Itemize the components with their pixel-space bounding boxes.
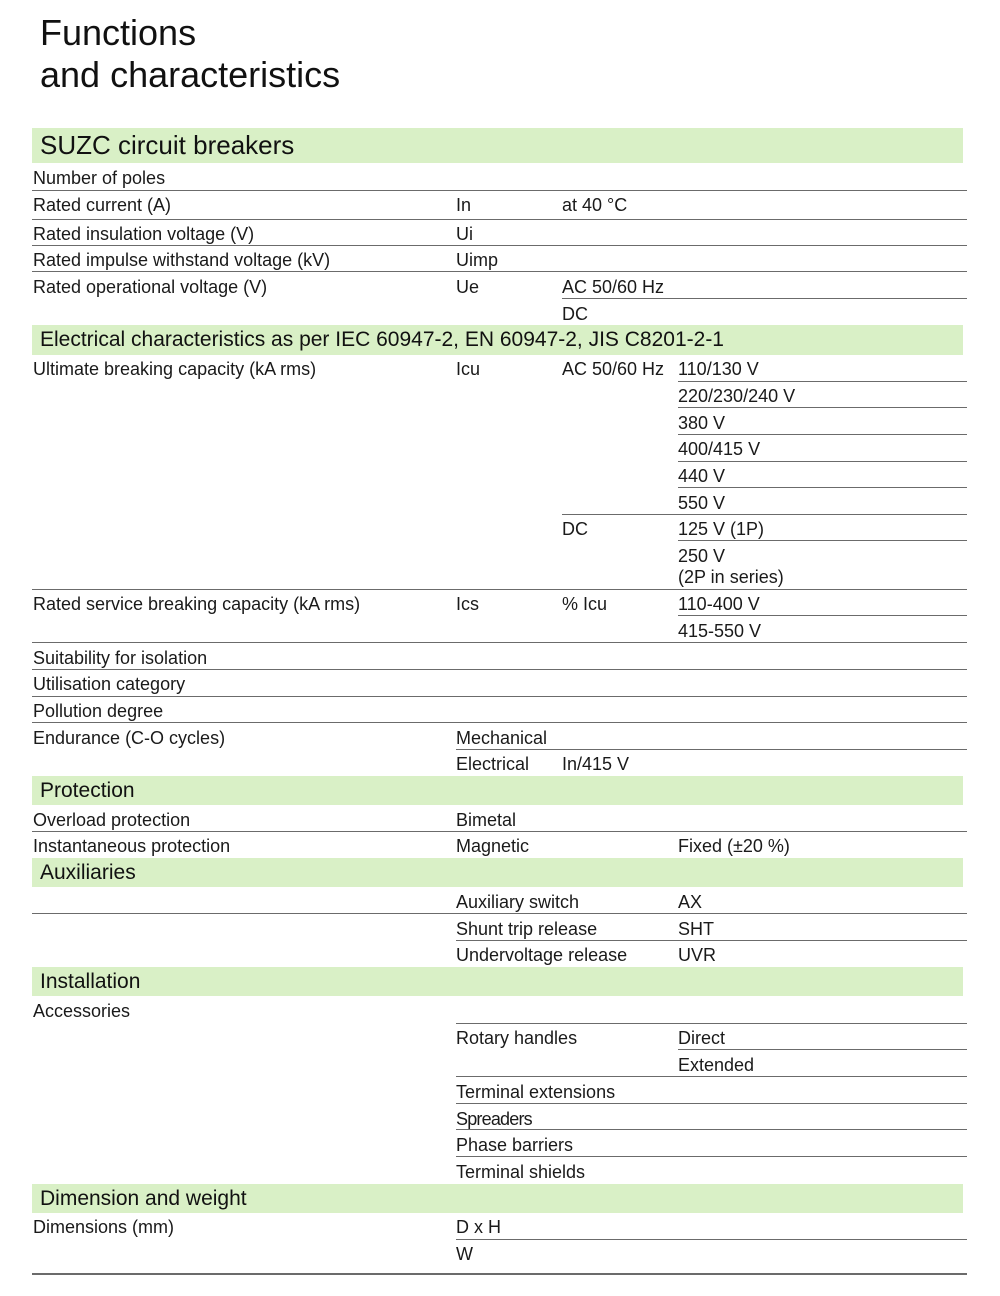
row-divider <box>678 381 967 382</box>
row-divider <box>32 190 967 191</box>
row-divider <box>456 1023 967 1024</box>
row-divider <box>678 487 967 488</box>
label-suitability-isolation: Suitability for isolation <box>33 648 208 668</box>
row-divider <box>678 540 967 541</box>
section-header-electrical: Electrical characteristics as per IEC 60947-2, EN 60947-2, JIS C8201-2-1 <box>32 325 963 355</box>
accessory-spreaders: Spreaders <box>456 1109 532 1129</box>
row-divider <box>32 271 967 272</box>
section-header-protection: Protection <box>32 776 963 805</box>
label-instantaneous-protection: Instantaneous protection <box>33 836 231 856</box>
page-title <box>40 12 340 96</box>
endurance-in415: In/415 V <box>562 754 630 774</box>
accessory-rotary-handles: Rotary handles <box>456 1028 578 1048</box>
icu-voltage: 220/230/240 V <box>678 386 796 406</box>
label-number-of-poles: Number of poles <box>33 168 166 188</box>
table-bottom-rule <box>32 1273 967 1275</box>
page-title-line2: and characteristics <box>40 54 341 95</box>
icu-dc-voltage-2p-note: (2P in series) <box>678 567 784 587</box>
row-divider <box>456 1239 967 1240</box>
icu-voltage: 400/415 V <box>678 439 761 459</box>
row-divider <box>562 298 967 299</box>
icu-voltage: 440 V <box>678 466 726 486</box>
row-divider <box>678 461 967 462</box>
endurance-mechanical: Mechanical <box>456 728 548 748</box>
label-service-breaking-capacity: Rated service breaking capacity (kA rms) <box>33 594 361 614</box>
row-divider <box>562 514 967 515</box>
accessory-phase-barriers: Phase barriers <box>456 1135 574 1155</box>
row-divider <box>456 1156 967 1157</box>
row-divider <box>456 1103 967 1104</box>
row-divider <box>678 1049 967 1050</box>
row-divider <box>32 219 967 220</box>
label-endurance: Endurance (C-O cycles) <box>33 728 226 748</box>
accessory-terminal-extensions: Terminal extensions <box>456 1082 616 1102</box>
section-header-auxiliaries: Auxiliaries <box>32 858 963 887</box>
label-dimensions: Dimensions (mm) <box>33 1217 175 1237</box>
row-divider <box>32 245 967 246</box>
row-divider <box>678 434 967 435</box>
shunt-trip-label: Shunt trip release <box>456 919 598 939</box>
row-divider <box>456 1076 967 1077</box>
row-divider <box>32 831 967 832</box>
aux-switch-code: AX <box>678 892 703 912</box>
dimension-dxh: D x H <box>456 1217 501 1237</box>
row-divider <box>32 642 967 643</box>
dimension-w: W <box>456 1244 473 1264</box>
section-header-suzc: SUZC circuit breakers <box>32 128 963 163</box>
icu-dc-voltage-2p: 250 V <box>678 546 726 566</box>
icu-voltage: 380 V <box>678 413 726 433</box>
label-pollution-degree: Pollution degree <box>33 701 164 721</box>
symbol-uimp: Uimp <box>456 250 499 270</box>
row-divider <box>456 749 967 750</box>
page-title-line1: Functions <box>40 12 197 53</box>
label-rated-operational-voltage: Rated operational voltage (V) <box>33 277 268 297</box>
section-header-dimension: Dimension and weight <box>32 1184 963 1213</box>
symbol-ue: Ue <box>456 277 480 297</box>
symbol-ics: Ics <box>456 594 480 614</box>
ics-pct-icu: % Icu <box>562 594 608 614</box>
undervoltage-code: UVR <box>678 945 717 965</box>
symbol-in: In <box>456 195 472 215</box>
undervoltage-label: Undervoltage release <box>456 945 628 965</box>
icu-voltage: 550 V <box>678 493 726 513</box>
protection-fixed: Fixed (±20 %) <box>678 836 790 856</box>
label-rated-insulation-voltage: Rated insulation voltage (V) <box>33 224 255 244</box>
rotary-direct: Direct <box>678 1028 726 1048</box>
protection-bimetal: Bimetal <box>456 810 517 830</box>
row-divider <box>32 722 967 723</box>
label-utilisation-category: Utilisation category <box>33 674 186 694</box>
icu-dc-voltage-1p: 125 V (1P) <box>678 519 765 539</box>
aux-switch-label: Auxiliary switch <box>456 892 580 912</box>
row-divider <box>456 1129 967 1130</box>
row-divider <box>32 589 967 590</box>
label-overload-protection: Overload protection <box>33 810 191 830</box>
icu-ac: AC 50/60 Hz <box>562 359 665 379</box>
row-divider <box>32 696 967 697</box>
rotary-extended: Extended <box>678 1055 755 1075</box>
section-header-installation: Installation <box>32 967 963 996</box>
row-divider <box>32 913 967 914</box>
row-divider <box>32 669 967 670</box>
symbol-ui: Ui <box>456 224 473 244</box>
symbol-icu: Icu <box>456 359 481 379</box>
accessory-terminal-shields: Terminal shields <box>456 1162 586 1182</box>
label-accessories: Accessories <box>33 1001 131 1021</box>
label-rated-current: Rated current (A) <box>33 195 172 215</box>
operational-ac: AC 50/60 Hz <box>562 277 665 297</box>
icu-dc: DC <box>562 519 588 539</box>
row-divider <box>456 940 967 941</box>
label-ultimate-breaking-capacity: Ultimate breaking capacity (kA rms) <box>33 359 317 379</box>
ics-voltage-range: 110-400 V <box>678 594 760 614</box>
protection-magnetic: Magnetic <box>456 836 530 856</box>
label-rated-impulse-voltage: Rated impulse withstand voltage (kV) <box>33 250 331 270</box>
operational-dc: DC <box>562 304 588 324</box>
shunt-trip-code: SHT <box>678 919 714 939</box>
ics-voltage-range: 415-550 V <box>678 621 762 641</box>
condition-at-40c: at 40 °C <box>562 195 628 215</box>
endurance-electrical: Electrical <box>456 754 530 774</box>
row-divider <box>678 407 967 408</box>
icu-voltage: 110/130 V <box>678 359 759 379</box>
row-divider <box>678 615 967 616</box>
